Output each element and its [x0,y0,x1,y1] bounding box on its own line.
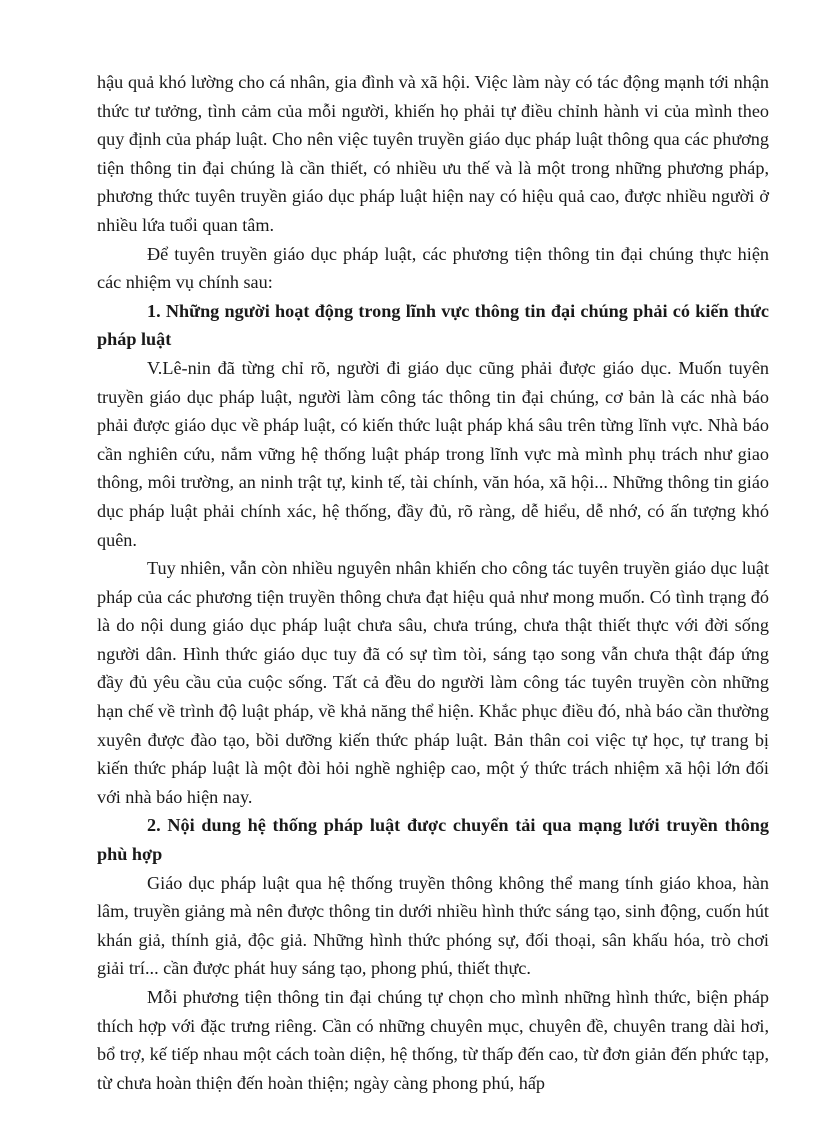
paragraph-media-choice: Mỗi phương tiện thông tin đại chúng tự chọn cho mình những hình thức, biện pháp thích hợp với đặc trưng riêng. Cần có những chuyên mục, chuyên đề, chuyên trang dài hơi, bổ trợ, kế tiếp nhau một cách toàn diện, hệ thống, từ thấp đến cao, từ đơn giản đến phức tạp, từ chưa hoàn thiện đến hoàn thiện; ngày càng phong phú, hấp [97,987,769,1093]
paragraph-intro-tasks: Để tuyên truyền giáo dục pháp luật, các phương tiện thông tin đại chúng thực hiện các nhiệm vụ chính sau: [97,243,769,293]
section-heading-1: 1. Những người hoạt động trong lĩnh vực thông tin đại chúng phải có kiến thức pháp luật [97,300,769,350]
paragraph-education-forms: Giáo dục pháp luật qua hệ thống truyền thông không thể mang tính giáo khoa, hàn lâm, truyền giảng mà nên được thông tin dưới nhiều hình thức sáng tạo, sinh động, cuốn hút khán giả, thính giả, độc giả. Những hình thức phóng sự, đối thoại, sân khấu hóa, trò chơi giải trí... cần được phát huy sáng tạo, phong phú, thiết thực. [97,872,769,979]
paragraph-continuation: hậu quả khó lường cho cá nhân, gia đình và xã hội. Việc làm này có tác động mạnh tới nhận thức tư tưởng, tình cảm của mỗi người, khiến họ phải tự điều chỉnh hành vi của mình theo quy định của pháp luật. Cho nên việc tuyên truyền giáo dục pháp luật thông qua các phương tiện thông tin đại chúng là cần thiết, có nhiều ưu thế và là một trong những phương pháp, phương thức tuyên truyền giáo dục pháp luật hiện nay có hiệu quả cao, được nhiều người ở nhiều lứa tuổi quan tâm. [97,72,769,235]
section-heading-2: 2. Nội dung hệ thống pháp luật được chuyển tải qua mạng lưới truyền thông phù hợp [97,815,769,865]
paragraph-however: Tuy nhiên, vẫn còn nhiều nguyên nhân khiến cho công tác tuyên truyền giáo dục luật pháp của các phương tiện truyền thông chưa đạt hiệu quả như mong muốn. Có tình trạng đó là do nội dung giáo dục pháp luật chưa sâu, chưa trúng, chưa thật thiết thực với đời sống người dân. Hình thức giáo dục tuy đã có sự tìm tòi, sáng tạo song vẫn chưa thật đáp ứng đầy đủ yêu cầu của cuộc sống. Tất cả đều do người làm công tác tuyên truyền còn những hạn chế về trình độ luật pháp, về khả năng thể hiện. Khắc phục điều đó, nhà báo cần thường xuyên được đào tạo, bồi dưỡng kiến thức pháp luật. Bản thân coi việc tự học, tự trang bị kiến thức pháp luật là một đòi hỏi nghề nghiệp cao, một ý thức trách nhiệm xã hội lớn đối với nhà báo hiện nay. [97,558,769,807]
paragraph-lenin: V.Lê-nin đã từng chỉ rõ, người đi giáo dục cũng phải được giáo dục. Muốn tuyên truyền giáo dục pháp luật, người làm công tác thông tin đại chúng, cơ bản là các nhà báo phải được giáo dục về pháp luật, có kiến thức luật pháp khá sâu trên từng lĩnh vực. Nhà báo cần nghiên cứu, nắm vững hệ thống luật pháp trong lĩnh vực mà mình phụ trách như giao thông, môi trường, an ninh trật tự, kinh tế, tài chính, văn hóa, xã hội... Những thông tin giáo dục pháp luật phải chính xác, hệ thống, đầy đủ, rõ ràng, dễ hiểu, dễ nhớ, có ấn tượng khó quên. [97,357,769,550]
document-page [97,68,769,1097]
